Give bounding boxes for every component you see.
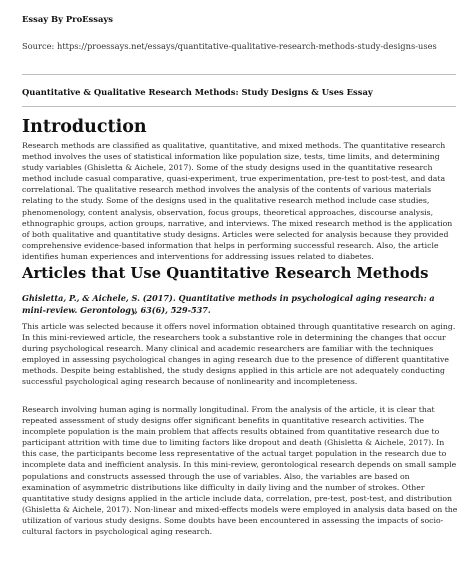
articles-heading: Articles that Use Quantitative Research Methods (22, 265, 429, 282)
article-citation: Ghisletta, P., & Aichele, S. (2017). Quantitative methods in psychological aging research: a mini-review. Gerontology, 63(6), 529-537. (22, 293, 435, 315)
site-name: Essay By ProEssays (22, 14, 114, 24)
divider (22, 106, 456, 107)
introduction-heading: Introduction (22, 117, 147, 137)
document-title: Quantitative & Qualitative Research Methods: Study Designs & Uses Essay (22, 87, 373, 97)
divider (22, 74, 456, 75)
article-selection-paragraph: This article was selected because it offers novel information obtained through quantitative research on aging. In this mini-reviewed article, the researchers took a substantive role in determining the changes that occur during psychological research. Many clinical and academic researchers are familiar with the techniques employed in assessing psychological changes in aging research due to the presence of different quantitative methods. Despite being established, the study designs applied in this article are not adequately conducting successful psychological aging research because of nonlinearity and incompleteness. (22, 322, 456, 387)
source-url[interactable]: Source: https://proessays.net/essays/quantitative-qualitative-research-methods-study-designs-uses (22, 41, 437, 51)
introduction-paragraph: Research methods are classified as qualitative, quantitative, and mixed methods. The quantitative research method involves the uses of statistical information like population size, tests, time limits, and determining study variables (Ghisletta & Aichele, 2017). Some of the study designs used in the quantitative research method include casual comparative, quasi-experiment, true experimentation, pre-test to post-test, and data correlational. The qualitative research method involves the analysis of the contents of various materials relating to the study. Some of the designs used in the qualitative research method include case studies, phenomenology, content analysis, observation, focus groups, theoretical approaches, discourse analysis, ethnographic groups, action groups, narrative, and interviews. The mixed research method is the application of both qualitative and quantitative study designs. Articles were selected for analysis because they provided comprehensive evidence-based information that helps in performing successful research. Also, the article identifies human experiences and interventions for addressing issues related to diabetes. (22, 141, 453, 261)
aging-research-paragraph: Research involving human aging is normally longitudinal. From the analysis of the article, it is clear that repeated assessment of study designs offer significant benefits in quantitative research activities. The incomplete population is the main problem that affects results obtained from quantitative research due to participant attrition with time due to limiting factors like dropout and death (Ghisletta & Aichele, 2017). In this case, the participants become less representative of the actual target population in the research due to incomplete data and inefficient analysis. In this mini-review, gerontological research depends on small sample populations and constructs assessed through the use of variables. Also, the variables are based on examination of asymmetric distributions like difficulty in daily living and the number of strokes. Other quantitative study designs applied in the article include data, correlation, pre-test, post-test, and distribution (Ghisletta & Aichele, 2017). Non-linear and mixed-effects models were employed in analysis data based on the utilization of various study designs. Some doubts have been encountered in assessing the impacts of socio-cultural factors in psychological aging research. (22, 405, 458, 537)
